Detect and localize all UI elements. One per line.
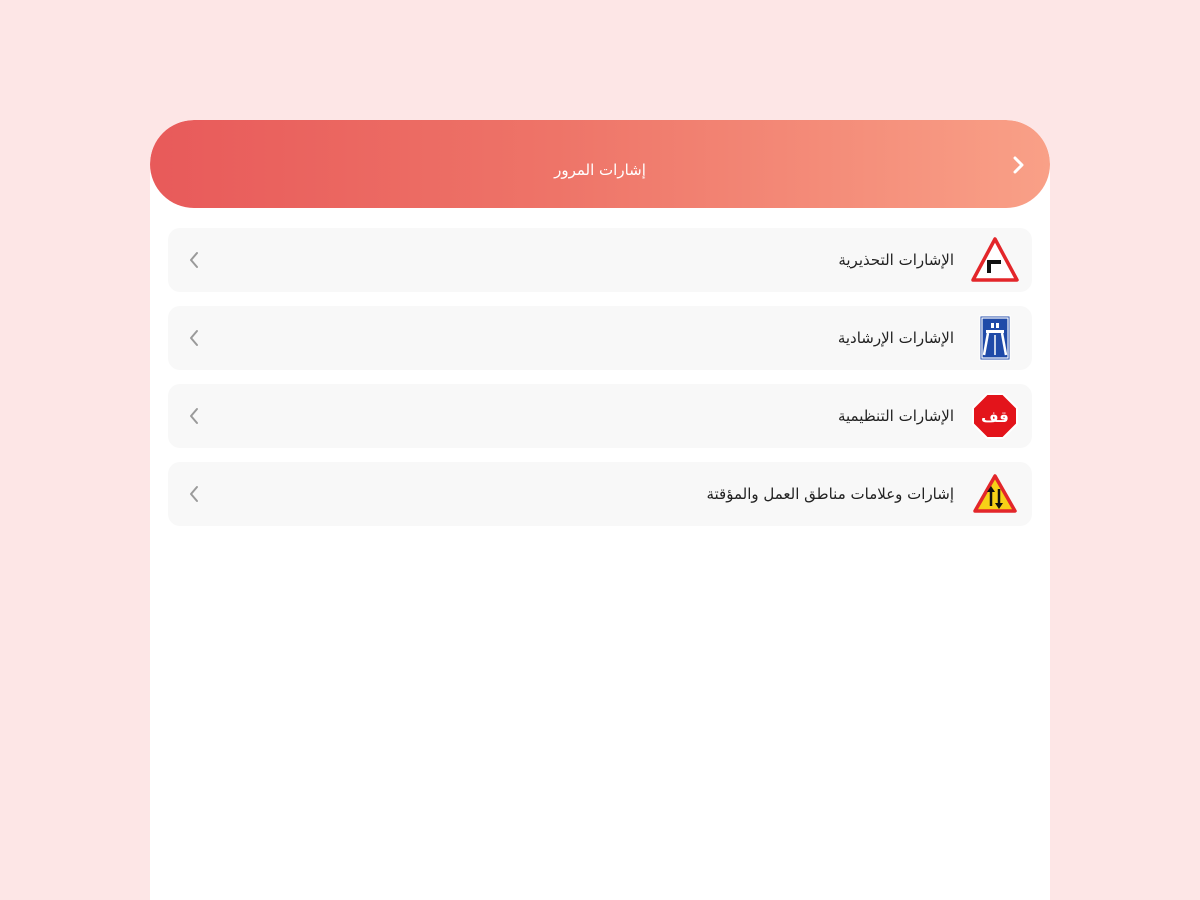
chevron-left-icon (182, 326, 206, 350)
list-item-warning-signs[interactable] (168, 228, 1032, 292)
chevron-left-icon (182, 482, 206, 506)
chevron-left-icon (182, 404, 206, 428)
list-item-label: الإشارات التنظيمية (837, 407, 954, 425)
work-zone-sign-icon (970, 469, 1020, 519)
list-item-regulatory-signs[interactable] (168, 384, 1032, 448)
list-item-guidance-signs[interactable] (168, 306, 1032, 370)
chevron-right-icon (1012, 155, 1026, 175)
stop-sign-text: قف (981, 408, 1009, 426)
main-card (150, 120, 1050, 900)
warning-sign-icon (970, 235, 1020, 285)
list-item-label: إشارات وعلامات مناطق العمل والمؤقتة (706, 485, 954, 503)
list-item-label: الإشارات التحذيرية (838, 251, 954, 269)
sign-category-list (168, 228, 1032, 540)
list-item-work-zone-signs[interactable] (168, 462, 1032, 526)
header-bar (150, 120, 1050, 208)
back-button[interactable] (1008, 154, 1030, 176)
list-item-label: الإشارات الإرشادية (837, 329, 954, 347)
page-title: إشارات المرور (554, 161, 646, 179)
stop-sign-icon (970, 391, 1020, 441)
guidance-sign-icon (970, 313, 1020, 363)
chevron-left-icon (182, 248, 206, 272)
